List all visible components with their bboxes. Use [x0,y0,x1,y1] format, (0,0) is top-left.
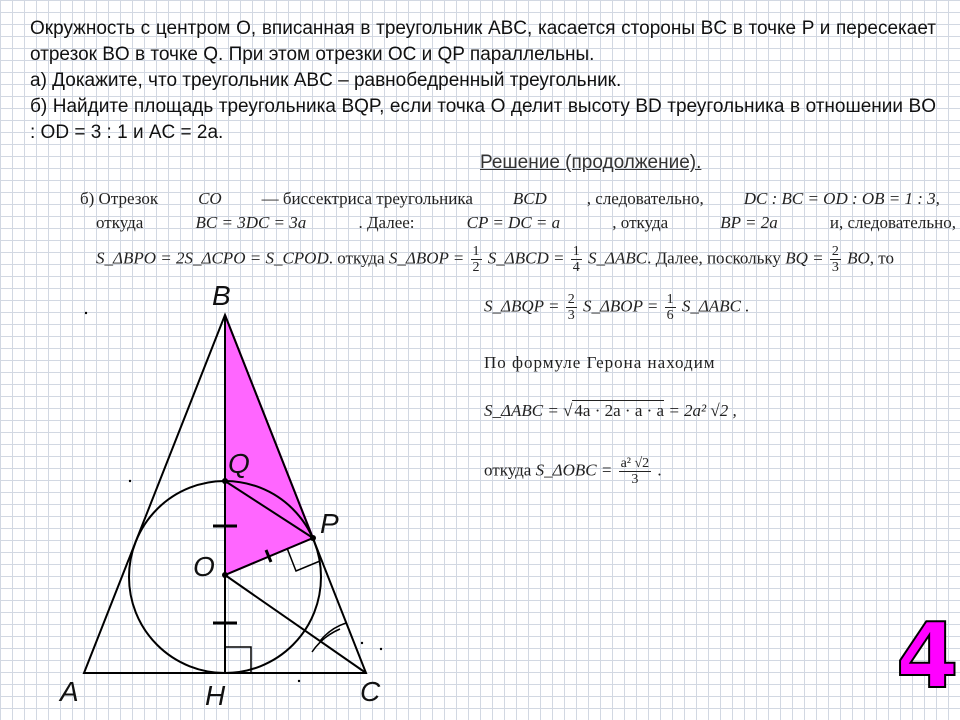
text-segment: откуда [96,213,144,232]
math-segment: CP = DC = a [466,213,561,232]
text-segment: . откуда [328,248,385,268]
speck [380,648,382,650]
text-segment: и, следовательно, [829,213,956,232]
math-segment: S_ΔBOP = [388,248,465,268]
math-segment: BO [847,248,870,268]
text-segment: откуда [484,460,532,480]
math-segment: BP = 2a [720,213,778,232]
text-segment: , следовательно, [586,189,704,208]
solution-line-6: S_ΔABC = √ 4a · 2a · a · a = 2a² √2 , [484,401,737,420]
text-segment: б) Отрезок [80,189,159,208]
math-segment: BC = 3DC = 3a [195,213,307,232]
sqrt-radicand: 4a · 2a · a · a [574,401,665,420]
angle-arc-c [312,629,340,652]
solution-title: Решение (продолжение). [480,152,702,173]
math-segment: S_ΔBCD = [487,248,565,268]
right-angle-mark-p [287,548,320,571]
point-o [222,572,228,578]
label-p: P [320,508,339,539]
fraction: $\frac{1}{2}$ [472,244,480,275]
fraction: $\frac{1}{6}$ [666,292,674,323]
fraction: $\frac{2}{3}$ [831,244,839,275]
math-segment: BCD [512,189,547,208]
text-segment: . [657,460,662,480]
fraction: $\frac{1}{4}$ [572,244,580,275]
math-segment: S_ΔABC [587,248,648,268]
math-segment: S_ΔBQP = [484,296,560,316]
problem-part-b: б) Найдите площадь треугольника BQP, если точка O делит высоту BD треугольника в отношении BO : OD = 3 : 1 и AC = 2a. [30,96,936,143]
text-segment: . Далее, поскольку [647,248,781,268]
triangle-bop-highlight [225,315,313,575]
label-c: C [360,676,381,707]
speck [298,680,300,682]
text-segment: . Далее: [358,213,415,232]
page-number: 4 [896,604,959,709]
math-segment: DC : BC = OD : OB = 1 : 3, [743,189,940,208]
solution-line-5: По формуле Герона находим [484,353,716,372]
point-p [310,535,316,541]
problem-statement: Окружность с центром O, вписанная в треугольник ABC, касается стороны BC в точке P и пересекает отрезок BO в точке Q. При этом отрезки OC и QP параллельны. [30,18,936,65]
label-o: O [193,551,215,582]
label-b: B [212,280,231,311]
label-h: H [205,680,226,711]
right-angle-mark-h [225,647,251,673]
text-segment: — биссектриса треугольника [261,189,473,208]
math-segment: = 2a² √2 , [668,401,737,420]
math-segment: S_ΔOBC = [535,460,613,480]
speck [85,312,87,314]
text-segment: , то [869,248,894,268]
fraction: $\frac{2}{3}$ [567,292,575,323]
text-segment: , откуда [612,213,669,232]
math-segment: S_ΔBPO = 2S_ΔCPO = S_CPOD [96,248,329,268]
label-q: Q [228,448,250,479]
math-segment: CO [198,189,222,208]
math-segment: S_ΔABC = [484,401,559,420]
math-segment: BQ = [785,248,824,268]
problem-part-a: а) Докажите, что треугольник ABC – равнобедренный треугольник. [30,70,622,91]
math-segment: S_ΔBOP = [582,296,659,316]
speck [361,642,363,644]
label-a: A [60,676,79,707]
fraction: $\frac{\text{a² √2}}{3}$ [620,456,650,487]
speck [129,480,131,482]
math-segment: S_ΔABC . [681,296,750,316]
